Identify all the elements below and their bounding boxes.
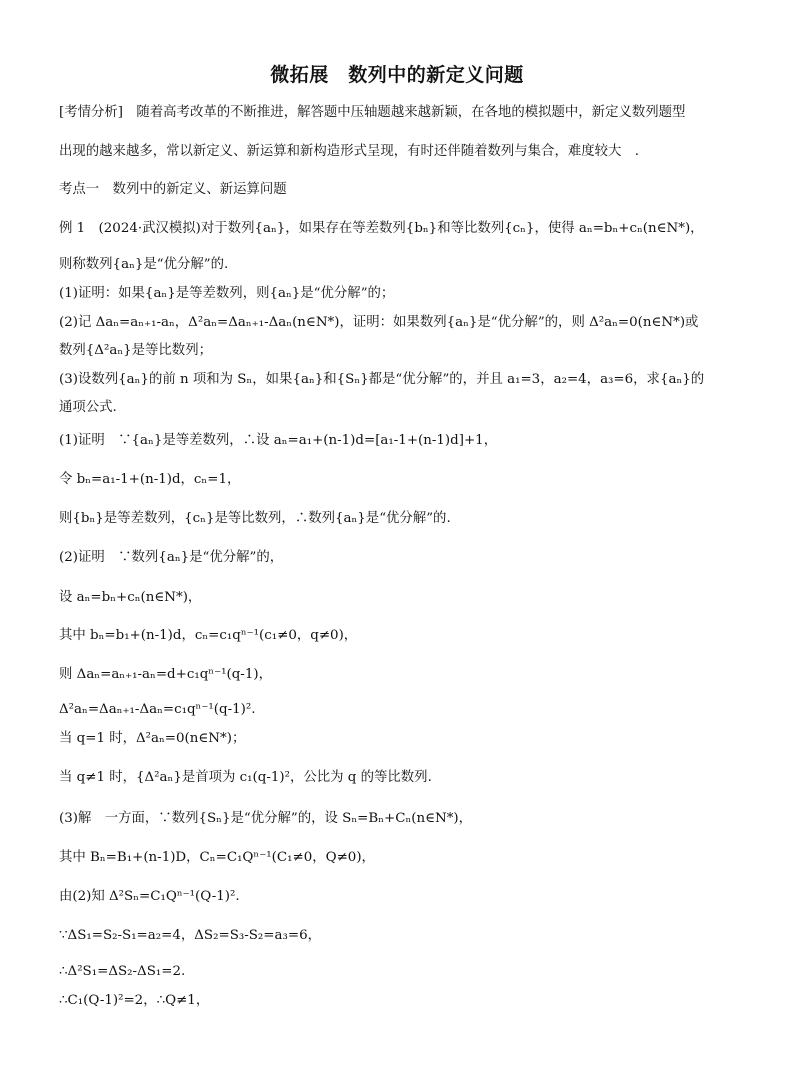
question-1: (1)证明：如果{aₙ}是等差数列，则{aₙ}是“优分解”的； <box>59 286 395 301</box>
solution-2-line-5: Δ²aₙ=Δaₙ₊₁-Δaₙ=c₁qⁿ⁻¹(q-1)². <box>59 702 256 717</box>
solution-3-line-6: ∴C₁(Q-1)²=2，∴Q≠1， <box>59 993 210 1008</box>
analysis-line-2: 出现的越来越多，常以新定义、新运算和新构造形式呈现，有时还伴随着数列与集合，难度较大 . <box>59 144 640 159</box>
solution-1-line-3: 则{bₙ}是等差数列，{cₙ}是等比数列，∴数列{aₙ}是“优分解”的. <box>59 511 451 526</box>
solution-2-line-6: 当 q=1 时，Δ²aₙ=0(n∈N*)； <box>59 731 246 746</box>
example-line-1: 例 1 (2024·武汉模拟)对于数列{aₙ}，如果存在等差数列{bₙ}和等比数列{cₙ}，使得 aₙ=bₙ+cₙ(n∈N*)， <box>59 221 704 236</box>
question-3-line-1: (3)设数列{aₙ}的前 n 项和为 Sₙ，如果{aₙ}和{Sₙ}都是“优分解”的，并且 a₁=3，a₂=4，a₃=6，求{aₙ}的 <box>59 372 705 387</box>
section-heading: 考点一 数列中的新定义、新运算问题 <box>59 182 287 197</box>
analysis-line-1: [考情分析] 随着高考改革的不断推进，解答题中压轴题越来越新颖，在各地的模拟题中，新定义数列题型 <box>59 105 686 120</box>
solution-2-line-2: 设 aₙ=bₙ+cₙ(n∈N*)， <box>59 590 202 605</box>
solution-3-line-3: 由(2)知 Δ²Sₙ=C₁Qⁿ⁻¹(Q-1)². <box>59 889 240 904</box>
solution-2-line-3: 其中 bₙ=b₁+(n-1)d，cₙ=c₁qⁿ⁻¹(c₁≠0，q≠0)， <box>59 628 358 643</box>
solution-2-line-1: (2)证明 ∵数列{aₙ}是“优分解”的， <box>59 550 284 565</box>
solution-3-line-2: 其中 Bₙ=B₁+(n-1)D，Cₙ=C₁Qⁿ⁻¹(C₁≠0，Q≠0)， <box>59 850 375 865</box>
solution-2-line-4: 则 Δaₙ=aₙ₊₁-aₙ=d+c₁qⁿ⁻¹(q-1)， <box>59 667 272 682</box>
example-line-2: 则称数列{aₙ}是“优分解”的. <box>59 257 229 272</box>
question-2-line-2: 数列{Δ²aₙ}是等比数列； <box>59 343 212 358</box>
solution-3-line-5: ∴Δ²S₁=ΔS₂-ΔS₁=2. <box>59 964 186 979</box>
question-2-line-1: (2)记 Δaₙ=aₙ₊₁-aₙ，Δ²aₙ=Δaₙ₊₁-Δaₙ(n∈N*)，证明：如果数列{aₙ}是“优分解”的，则 Δ²aₙ=0(n∈N*)或 <box>59 315 699 330</box>
question-3-line-2: 通项公式. <box>59 400 117 415</box>
solution-3-line-1: (3)解 一方面，∵数列{Sₙ}是“优分解”的，设 Sₙ=Bₙ+Cₙ(n∈N*)， <box>59 811 473 826</box>
solution-1-line-1: (1)证明 ∵{aₙ}是等差数列，∴设 aₙ=a₁+(n-1)d=[a₁-1+(n-1)d]+1， <box>59 433 498 448</box>
solution-1-line-2: 令 bₙ=a₁-1+(n-1)d，cₙ=1， <box>59 472 241 487</box>
solution-3-line-4: ∵ΔS₁=S₂-S₁=a₂=4，ΔS₂=S₃-S₂=a₃=6， <box>59 928 321 943</box>
solution-2-line-7: 当 q≠1 时，{Δ²aₙ}是首项为 c₁(q-1)²，公比为 q 的等比数列. <box>59 770 432 785</box>
page-title: 微拓展 数列中的新定义问题 <box>270 64 524 86</box>
